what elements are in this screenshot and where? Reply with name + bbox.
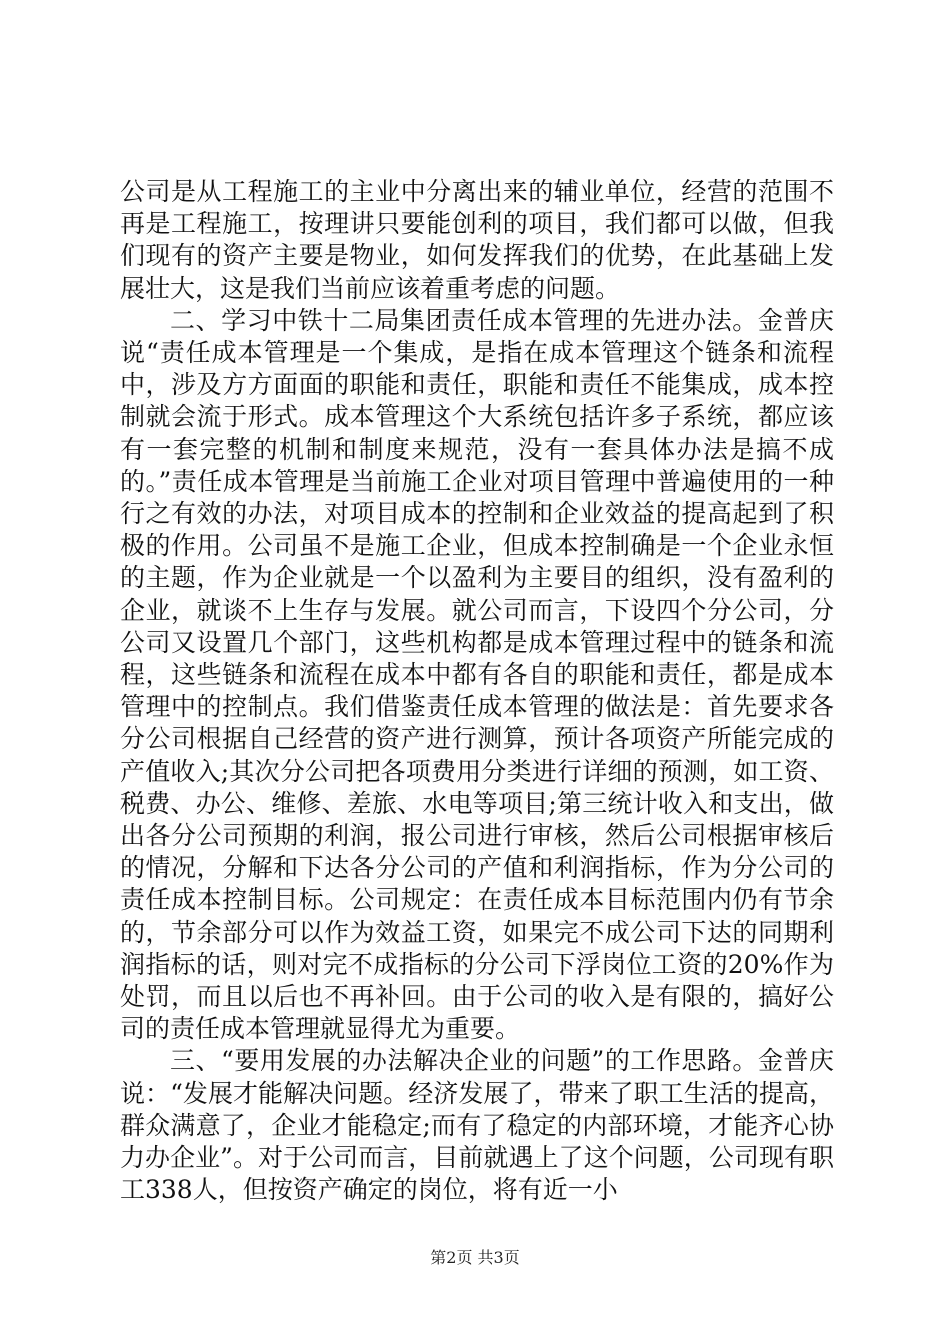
- page-number: 第2页 共3页: [430, 1248, 520, 1267]
- paragraph-2: 二、学习中铁十二局集团责任成本管理的先进办法。金普庆说“责任成本管理是一个集成，是指在成本管理这个链条和流程中，涉及方方面面的职能和责任，职能和责任不能集成，成本控制就会流于形式。成本管理这个大系统包括许多子系统，都应该有一套完整的机制和制度来规范，没有一套具体办法是搞不成的。”责任成本管理是当前施工企业对项目管理中普遍使用的一种行之有效的办法，对项目成本的控制和企业效益的提高起到了积极的作用。公司虽不是施工企业，但成本控制确是一个企业永恒的主题，作为企业就是一个以盈利为主要目的组织，没有盈利的企业，就谈不上生存与发展。就公司而言，下设四个分公司，分公司又设置几个部门，这些机构都是成本管理过程中的链条和流程，这些链条和流程在成本中都有各自的职能和责任，都是成本管理中的控制点。我们借鉴责任成本管理的做法是：首先要求各分公司根据自己经营的资产进行测算，预计各项资产所能完成的产值收入;其次分公司把各项费用分类进行详细的预测，如工资、税费、办公、维修、差旅、水电等项目;第三统计收入和支出，做出各分公司预期的利润，报公司进行审核，然后公司根据审核后的情况，分解和下达各分公司的产值和利润指标，作为分公司的责任成本控制目标。公司规定：在责任成本目标范围内仍有节余的，节余部分可以作为效益工资，如果完不成公司下达的同期利润指标的话，则对完不成指标的分公司下浮岗位工资的20%作为处罚，而且以后也不再补回。由于公司的收入是有限的，搞好公司的责任成本管理就显得尤为重要。: [120, 305, 834, 1044]
- paragraph-3: 三、“要用发展的办法解决企业的问题”的工作思路。金普庆说：“发展才能解决问题。经济发展了，带来了职工生活的提高，群众满意了，企业才能稳定;而有了稳定的内部环境，才能齐心协力办企业”。对于公司而言，目前就遇上了这个问题，公司现有职工338人，但按资产确定的岗位，将有近一小: [120, 1046, 834, 1205]
- page-footer: [0, 1245, 950, 1268]
- document-body: [120, 176, 834, 1207]
- paragraph-1: 公司是从工程施工的主业中分离出来的辅业单位，经营的范围不再是工程施工，按理讲只要能创利的项目，我们都可以做，但我们现有的资产主要是物业，如何发挥我们的优势，在此基础上发展壮大，这是我们当前应该着重考虑的问题。: [120, 177, 834, 303]
